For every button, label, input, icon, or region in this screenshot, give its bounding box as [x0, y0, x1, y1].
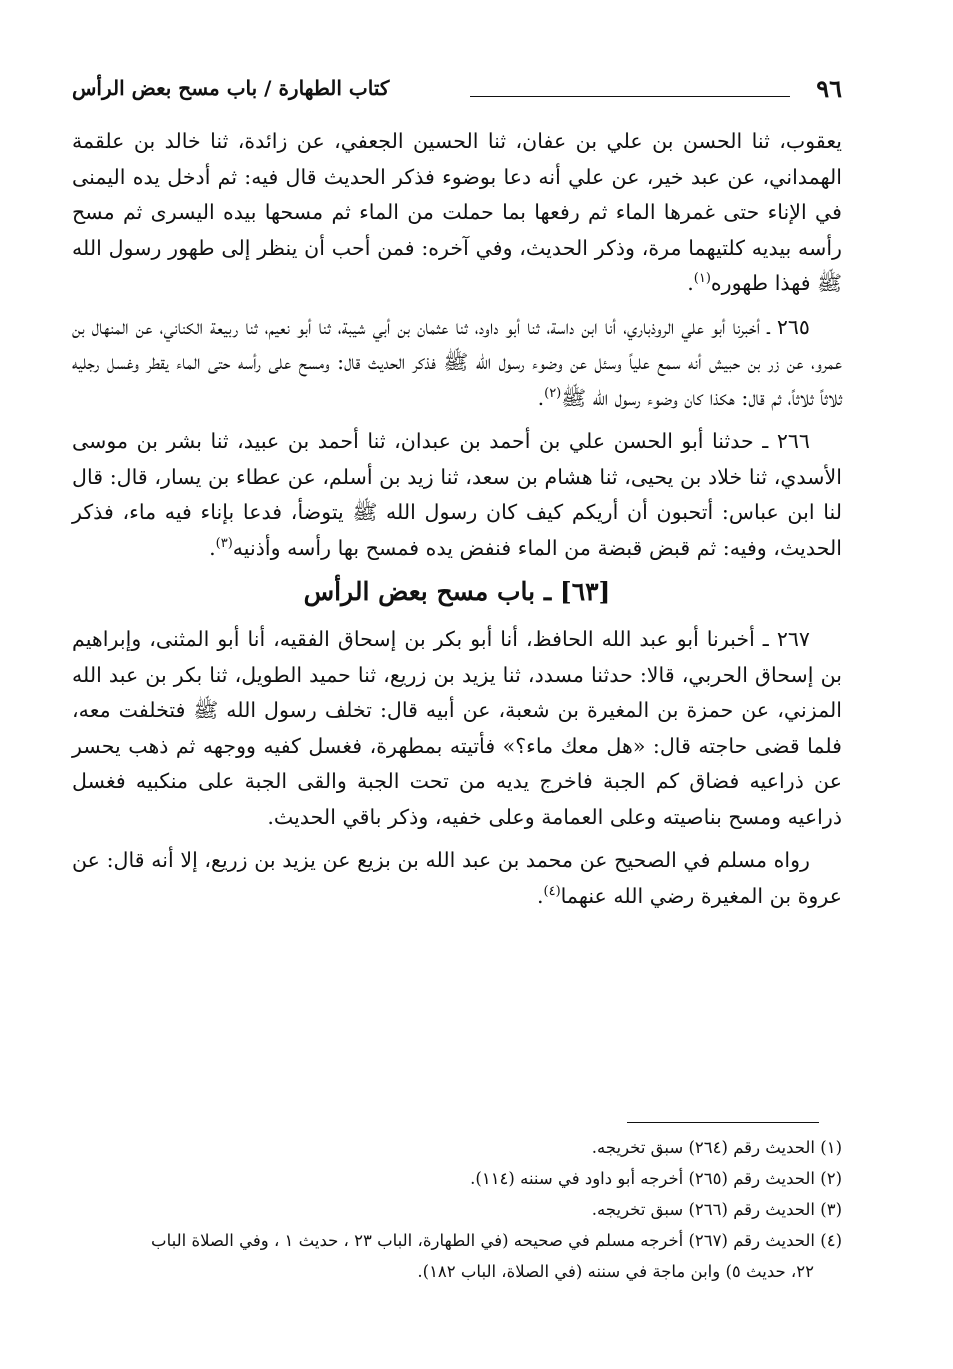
footnote-separator [627, 1122, 819, 1123]
footnote-mark: (٢) [544, 385, 562, 401]
footnote-4: (٤) الحديث رقم (٢٦٧) أخرجه مسلم في صحيحه (في الطهارة، الباب ٢٣ ، حديث ١ ، وفي الصلاة الباب [151, 1231, 842, 1250]
footnotes [72, 1132, 842, 1287]
paragraph-267: ٢٦٧ ـ أخبرنا أبو عبد الله الحافظ، أنا أبو بكر بن إسحاق الفقيه، أنا أبو المثنى، وإبراهيم بن إسحاق الحربي، قالا: حدثنا مسدد، ثنا يزيد بن زريع، ثنا حميد الطويل، ثنا بكر بن عبد الله المزني، عن حمزة بن المغيرة بن شعبة، عن أبيه قال: تخلف رسول الله ﷺ فتخلفت معه، فلما قضى حاجته قال: «هل معك ماء؟» فأتيته بمطهرة، فغسل كفيه ووجهه ثم ذهب يحسر عن ذراعيه فضاق كم الجبة فاخرج يديه من تحت الجبة والقى الجبة على منكبيه فغسل ذراعيه ومسح بناصيته وعلى العمامة وعلى خفيه، وذكر باقي الحديث. [72, 627, 842, 829]
chapter-title: [٦٣] ـ باب مسح بعض الرأس [303, 577, 611, 606]
paragraph-265: ٢٦٥ ـ أخبرنا أبو علي الروذباري، أنا ابن داسة، ثنا أبو داود، ثنا عثمان بن أبي شيبة، ثنا أبو نعيم، ثنا ربيعة الكناني، عن المنهال بن عمرو، عن زر بن حبيش أنه سمع علياً وسئل عن وضوء رسول الله ﷺ فذكر الحديث قال: ومسح على رأسه حتى الماء يقطر وغسل رجليه ثلاثاً ثلاثاً، ثم قال: هكذا كان وضوء رسول الله ﷺ$^{(٢)}$. [72, 314, 842, 410]
footnote-4-continuation: ٢٢، حديث ٥) وابن ماجة في سننه (في الصلاة، الباب ١٨٢). [417, 1262, 814, 1281]
header-rule [470, 96, 790, 97]
main-text [72, 124, 842, 922]
page-header [72, 74, 842, 114]
footnote-mark: (٤) [543, 883, 561, 899]
paragraph-266: ٢٦٦ ـ حدثنا أبو الحسن علي بن أحمد بن عبدان، ثنا أحمد بن عبيد، ثنا بشر بن موسى الأسدي، ثنا خلاد بن يحيى، ثنا هشام بن سعد، ثنا زيد بن أسلم، عن عطاء بن يسار، قال: قال لنا ابن عباس: أتحبون أن أريكم كيف كان رسول الله ﷺ يتوضأ، فدعا بإناء فيه ماء، فذكر الحديث، وفيه: ثم قبض قبضة من الماء فنفض يده فمسح بها رأسه وأذنيه$^{(٣)}$. [72, 429, 842, 560]
page-number: ٩٦ [816, 74, 842, 103]
footnote-mark: (١) [693, 271, 711, 287]
footnote-2: (٢) الحديث رقم (٢٦٥) أخرجه أبو داود في سننه (١١٤). [470, 1169, 842, 1188]
footnote-mark: (٣) [215, 535, 233, 551]
paragraph-264-continuation: يعقوب، ثنا الحسن بن علي بن عفان، ثنا الحسين الجعفي، عن زائدة، ثنا خالد بن علقمة الهمداني، عن عبد خير، عن علي أنه دعا بوضوء فذكر الحديث قال فيه: ثم أدخل يده اليمنى في الإناء حتى غمرها الماء ثم رفعها بما حملت من الماء ثم مسحها بيده اليسرى ثم مسح رأسه بيديه كلتيهما مرة، وذكر الحديث، وفي آخره: فمن أحب أن ينظر إلى طهور رسول الله ﷺ فهذا طهوره$^{(١)}$. [72, 129, 842, 295]
paragraph-riwaya: رواه مسلم في الصحيح عن محمد بن عبد الله بن بزيع عن يزيد بن زريع، إلا أنه قال: عن عروة بن المغيرة رضي الله عنهما$^{(٤)}$. [72, 848, 842, 908]
footnote-1: (١) الحديث رقم (٢٦٤) سبق تخريجه. [591, 1138, 842, 1157]
running-title: كتاب الطهارة / باب مسح بعض الرأس [72, 76, 390, 100]
footnote-3: (٣) الحديث رقم (٢٦٦) سبق تخريجه. [591, 1200, 842, 1219]
